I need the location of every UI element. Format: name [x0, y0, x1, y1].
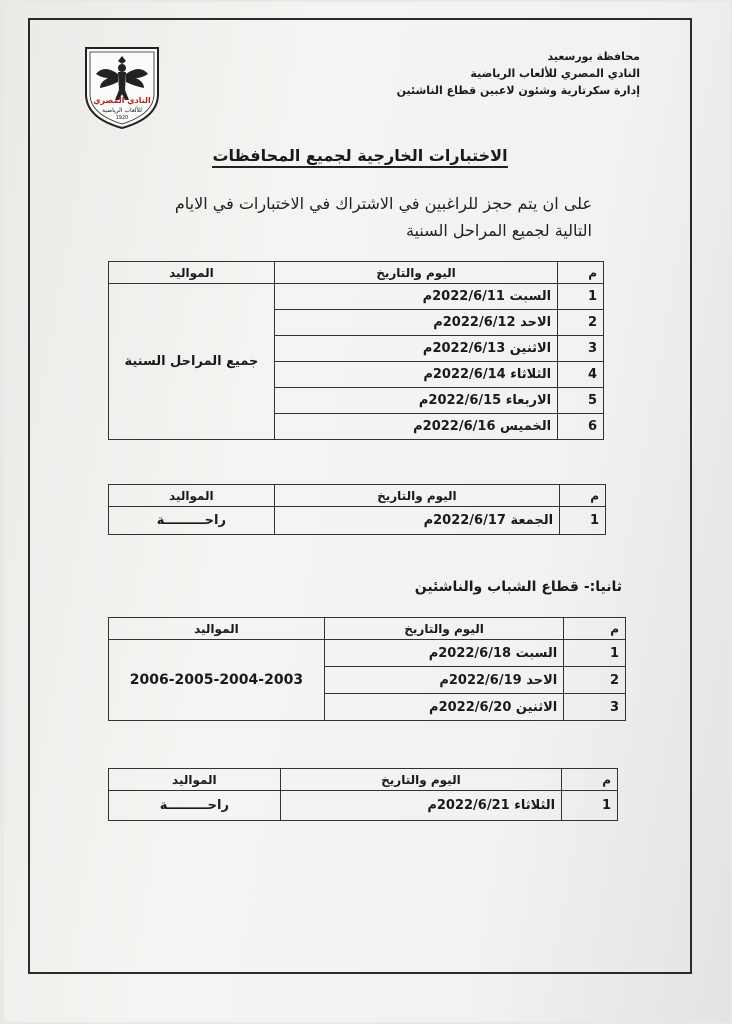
table-row [109, 640, 626, 667]
row-num: 1 [562, 791, 618, 821]
table-row [109, 791, 618, 821]
row-date: الثلاثاء 2022/6/14م [274, 362, 557, 388]
row-birth: راحـــــــــة [109, 791, 281, 821]
row-date: الجمعة 2022/6/17م [274, 507, 559, 535]
governorate-line: محافظة بورسعيد [547, 50, 640, 63]
row-date: الاحد 2022/6/12م [274, 310, 557, 336]
intro-paragraph [92, 190, 592, 244]
table-row [109, 507, 606, 535]
row-num: 6 [558, 414, 604, 440]
col-date-header: اليوم والتاريخ [274, 262, 557, 284]
club-line: النادي المصري للألعاب الرياضية [470, 67, 640, 80]
row-num: 3 [558, 336, 604, 362]
table-row [109, 284, 604, 310]
row-date: السبت 2022/6/18م [324, 640, 563, 667]
col-date-header: اليوم والتاريخ [280, 769, 561, 791]
row-birth: راحـــــــــة [109, 507, 275, 535]
col-birth-header: المواليد [109, 769, 281, 791]
row-date: الاثنين 2022/6/20م [324, 694, 563, 721]
row-date: الثلاثاء 2022/6/21م [280, 791, 561, 821]
document-title-text: الاختبارات الخارجية لجميع المحافظات [212, 146, 507, 168]
schedule-table-3 [108, 617, 626, 721]
col-birth-header: المواليد [109, 618, 325, 640]
row-date: السبت 2022/6/11م [274, 284, 557, 310]
logo-sub: للألعاب الرياضية [102, 107, 142, 114]
row-birth: جميع المراحل السنية [109, 284, 275, 440]
col-num-header: م [558, 262, 604, 284]
row-num: 1 [564, 640, 626, 667]
col-num-header: م [564, 618, 626, 640]
col-num-header: م [560, 485, 606, 507]
row-date: الاثنين 2022/6/13م [274, 336, 557, 362]
row-num: 1 [560, 507, 606, 535]
schedule-table-2 [108, 484, 606, 535]
row-date: الاربعاء 2022/6/15م [274, 388, 557, 414]
table-header-row [109, 262, 604, 284]
intro-line-1: على ان يتم حجز للراغبين في الاشتراك في الاختبارات في الايام [174, 194, 592, 213]
table-header-row [109, 485, 606, 507]
col-date-header: اليوم والتاريخ [274, 485, 559, 507]
row-num: 5 [558, 388, 604, 414]
logo-year: 1920 [115, 115, 129, 121]
col-birth-header: المواليد [109, 262, 275, 284]
row-num: 2 [564, 667, 626, 694]
department-line: إدارة سكرتارية وشئون لاعبين قطاع الناشئين [396, 84, 640, 97]
document-title [160, 146, 560, 165]
col-birth-header: المواليد [109, 485, 275, 507]
col-num-header: م [562, 769, 618, 791]
row-num: 2 [558, 310, 604, 336]
table-header-row [109, 769, 618, 791]
col-date-header: اليوم والتاريخ [324, 618, 563, 640]
row-date: الخميس 2022/6/16م [274, 414, 557, 440]
club-logo [78, 44, 166, 130]
logo-name: النادي المصري [93, 96, 151, 105]
intro-line-2: التالية لجميع المراحل السنية [405, 221, 592, 240]
letterhead [310, 48, 640, 99]
row-num: 1 [558, 284, 604, 310]
row-date: الاحد 2022/6/19م [324, 667, 563, 694]
row-num: 4 [558, 362, 604, 388]
schedule-table-4 [108, 768, 618, 821]
row-num: 3 [564, 694, 626, 721]
section-2-title: ثانيا:- قطاع الشباب والناشئين [414, 579, 622, 595]
table-header-row [109, 618, 626, 640]
row-birth: 2006-2005-2004-2003 [109, 640, 325, 721]
schedule-table-1 [108, 261, 604, 440]
